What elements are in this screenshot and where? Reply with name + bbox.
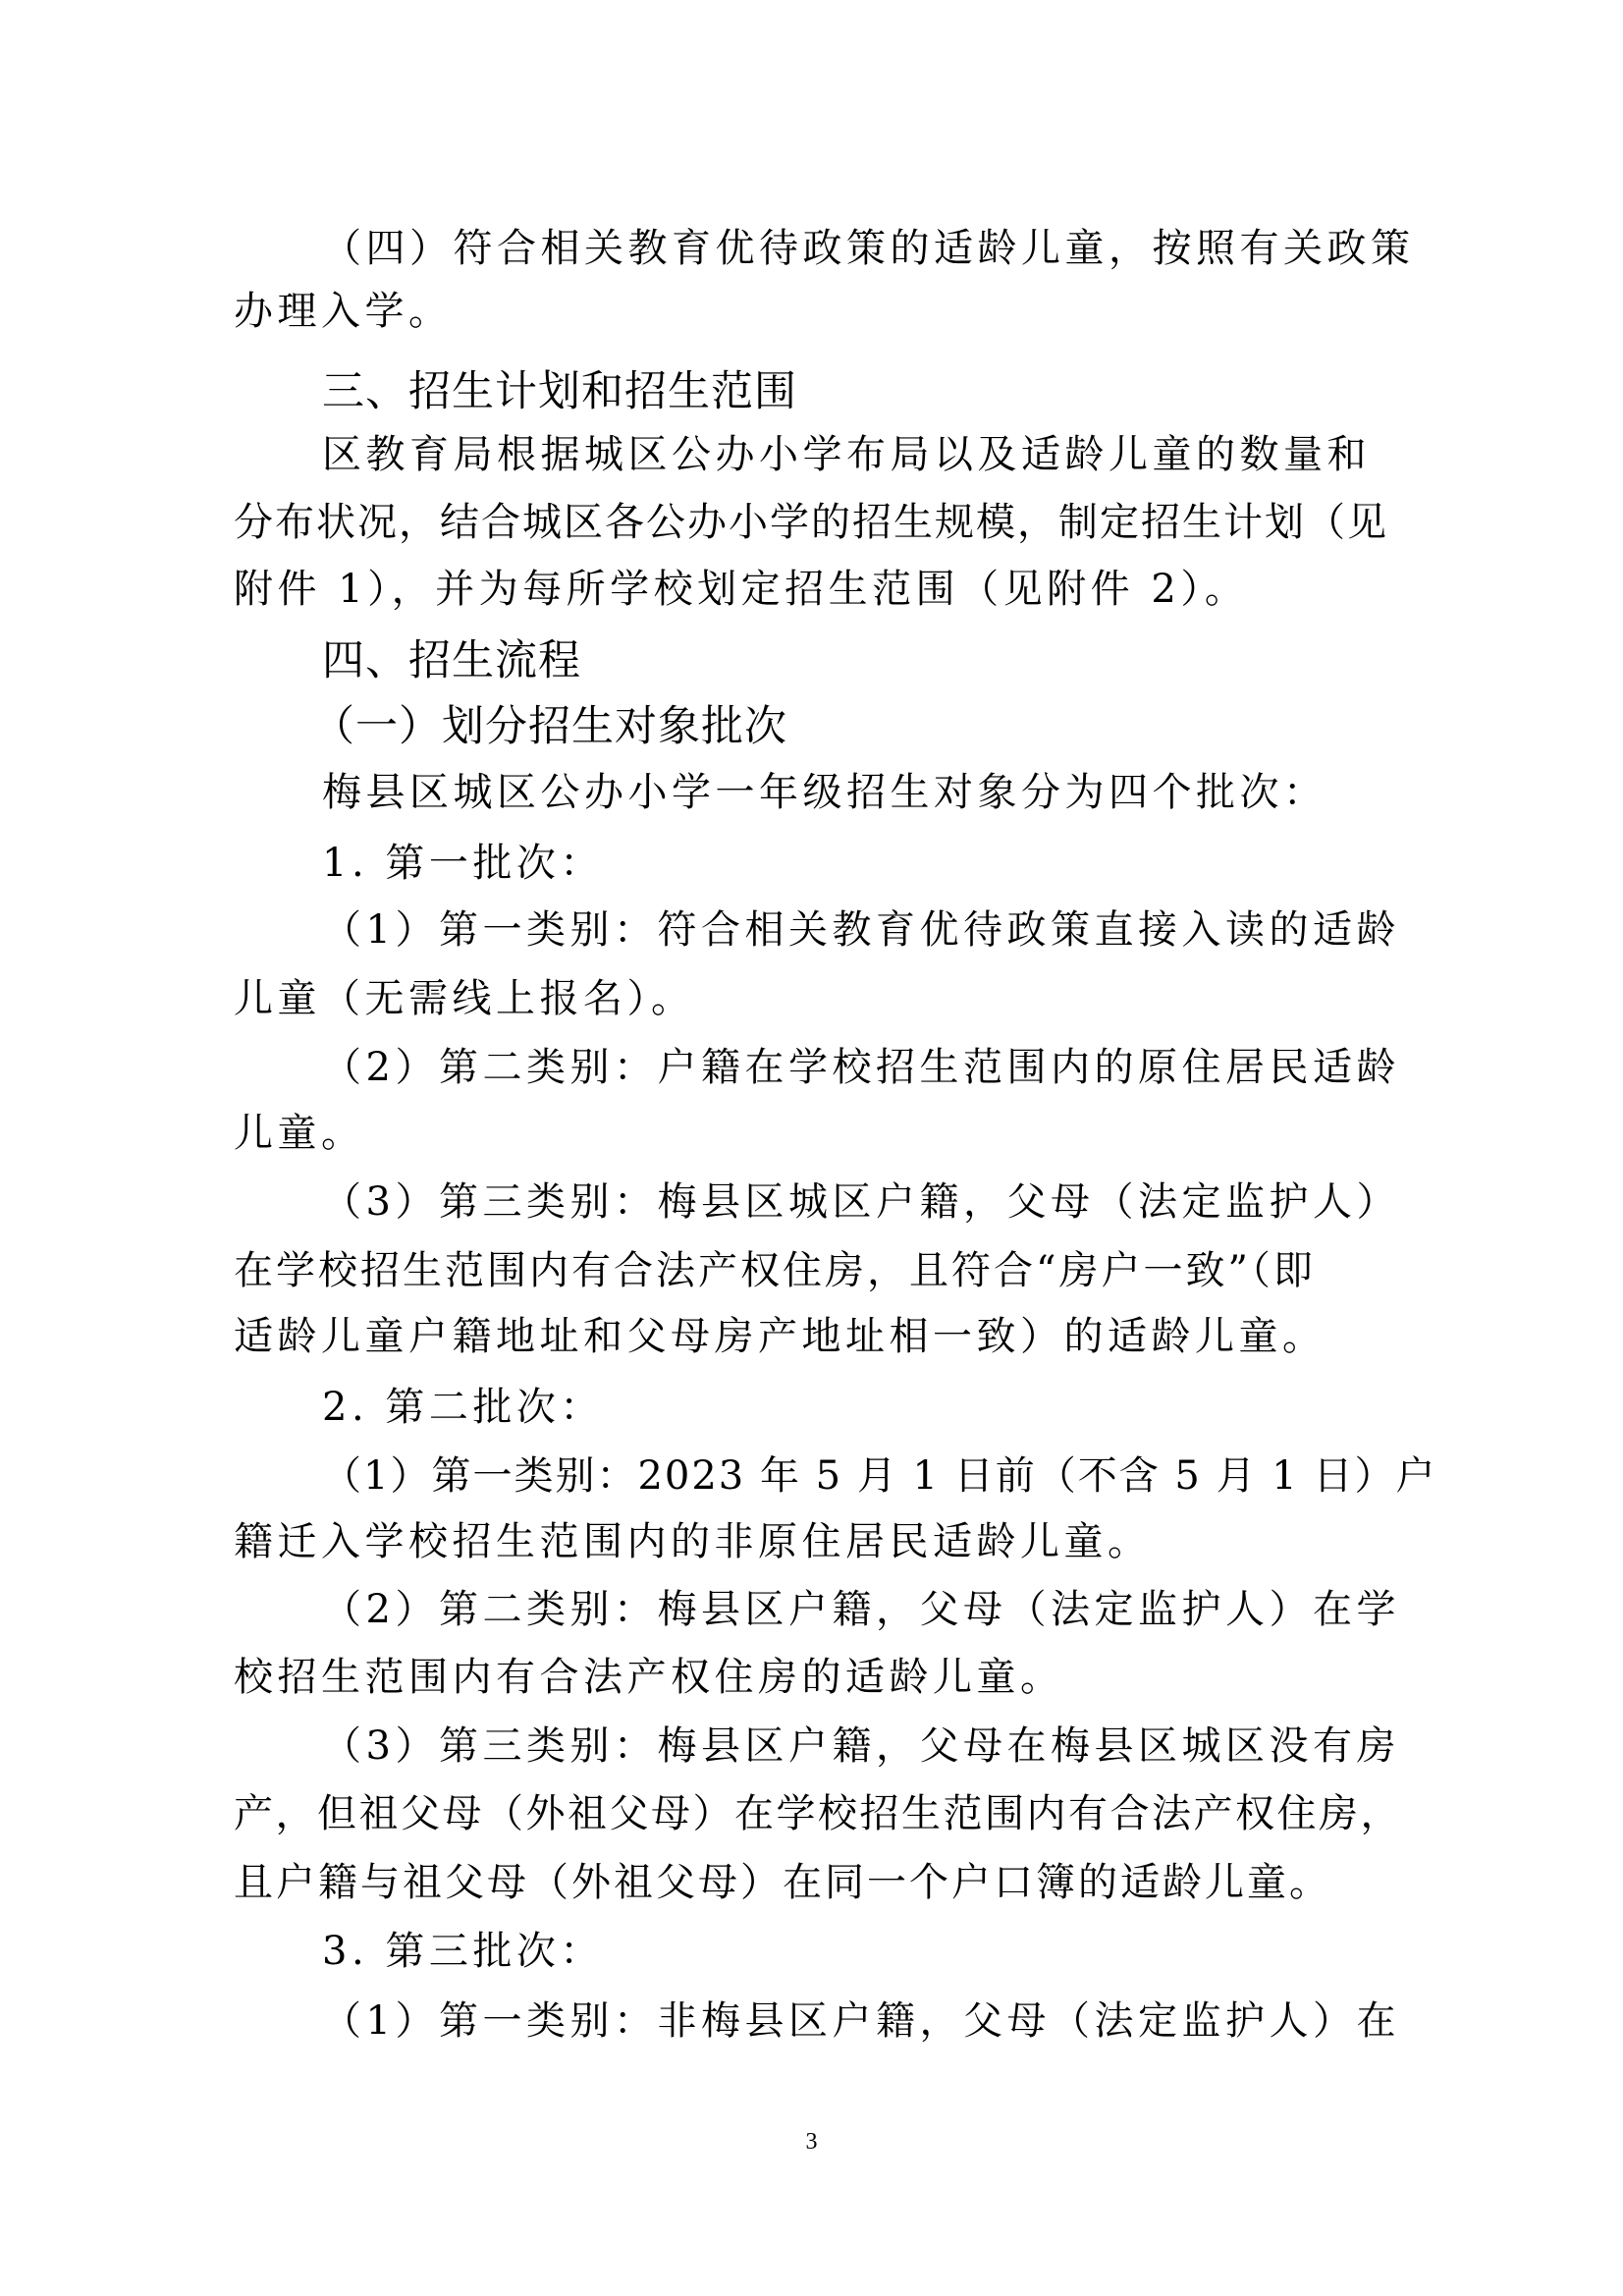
paragraph-line: 籍迁入学校招生范围内的非原住居民适龄儿童。 [234,1519,1152,1564]
paragraph-line: （1）第一类别：2023 年 5 月 1 日前（不含 5 月 1 日）户 [322,1453,1437,1499]
paragraph-line: 适龄儿童户籍地址和父母房产地址相一致）的适龄儿童。 [234,1314,1326,1359]
paragraph-line: 儿童（无需线上报名）。 [234,976,695,1021]
paragraph-line: （3）第三类别：梅县区户籍，父母在梅县区城区没有房 [322,1723,1400,1769]
paragraph-line: 在学校招生范围内有合法产权住房，且符合“房户一致”（即 [234,1248,1316,1293]
page-number: 3 [805,2129,818,2155]
paragraph-line: （2）第二类别：户籍在学校招生范围内的原住居民适龄 [322,1045,1400,1090]
section-heading: 四、招生流程 [322,636,581,685]
paragraph-line: 分布状况，结合城区各公办小学的招生规模，制定招生计划（见 [234,500,1388,545]
section-heading: 三、招生计划和招生范围 [322,367,797,416]
subsection-heading: （一）划分招生对象批次 [312,702,787,751]
paragraph-line: 产，但祖父母（外祖父母）在学校招生范围内有合法产权住房， [234,1791,1402,1836]
paragraph-line: 区教育局根据城区公办小学布局以及适龄儿童的数量和 [322,432,1371,477]
paragraph-line: （1）第一类别：符合相关教育优待政策直接入读的适龄 [322,907,1400,953]
paragraph-line: （四）符合相关教育优待政策的适龄儿童，按照有关政策 [322,226,1415,271]
paragraph-line: （2）第二类别：梅县区户籍，父母（法定监护人）在学 [322,1587,1400,1632]
paragraph-line: 儿童。 [234,1111,365,1156]
paragraph-line: 1. 第一批次： [322,841,604,886]
paragraph-line: 梅县区城区公办小学一年级招生对象分为四个批次： [322,770,1327,815]
paragraph-line: 3. 第三批次： [322,1929,604,1974]
paragraph-line: 2. 第二批次： [322,1385,604,1430]
paragraph-line: （1）第一类别：非梅县区户籍，父母（法定监护人）在 [322,1998,1400,2044]
paragraph-line: （3）第三类别：梅县区城区户籍，父母（法定监护人） [322,1179,1400,1225]
paragraph-line: 附件 1），并为每所学校划定招生范围（见附件 2）。 [234,567,1249,612]
paragraph-line: 且户籍与祖父母（外祖父母）在同一个户口簿的适龄儿童。 [234,1860,1331,1905]
paragraph-line: 办理入学。 [234,289,453,334]
paragraph-line: 校招生范围内有合法产权住房的适龄儿童。 [234,1655,1064,1700]
